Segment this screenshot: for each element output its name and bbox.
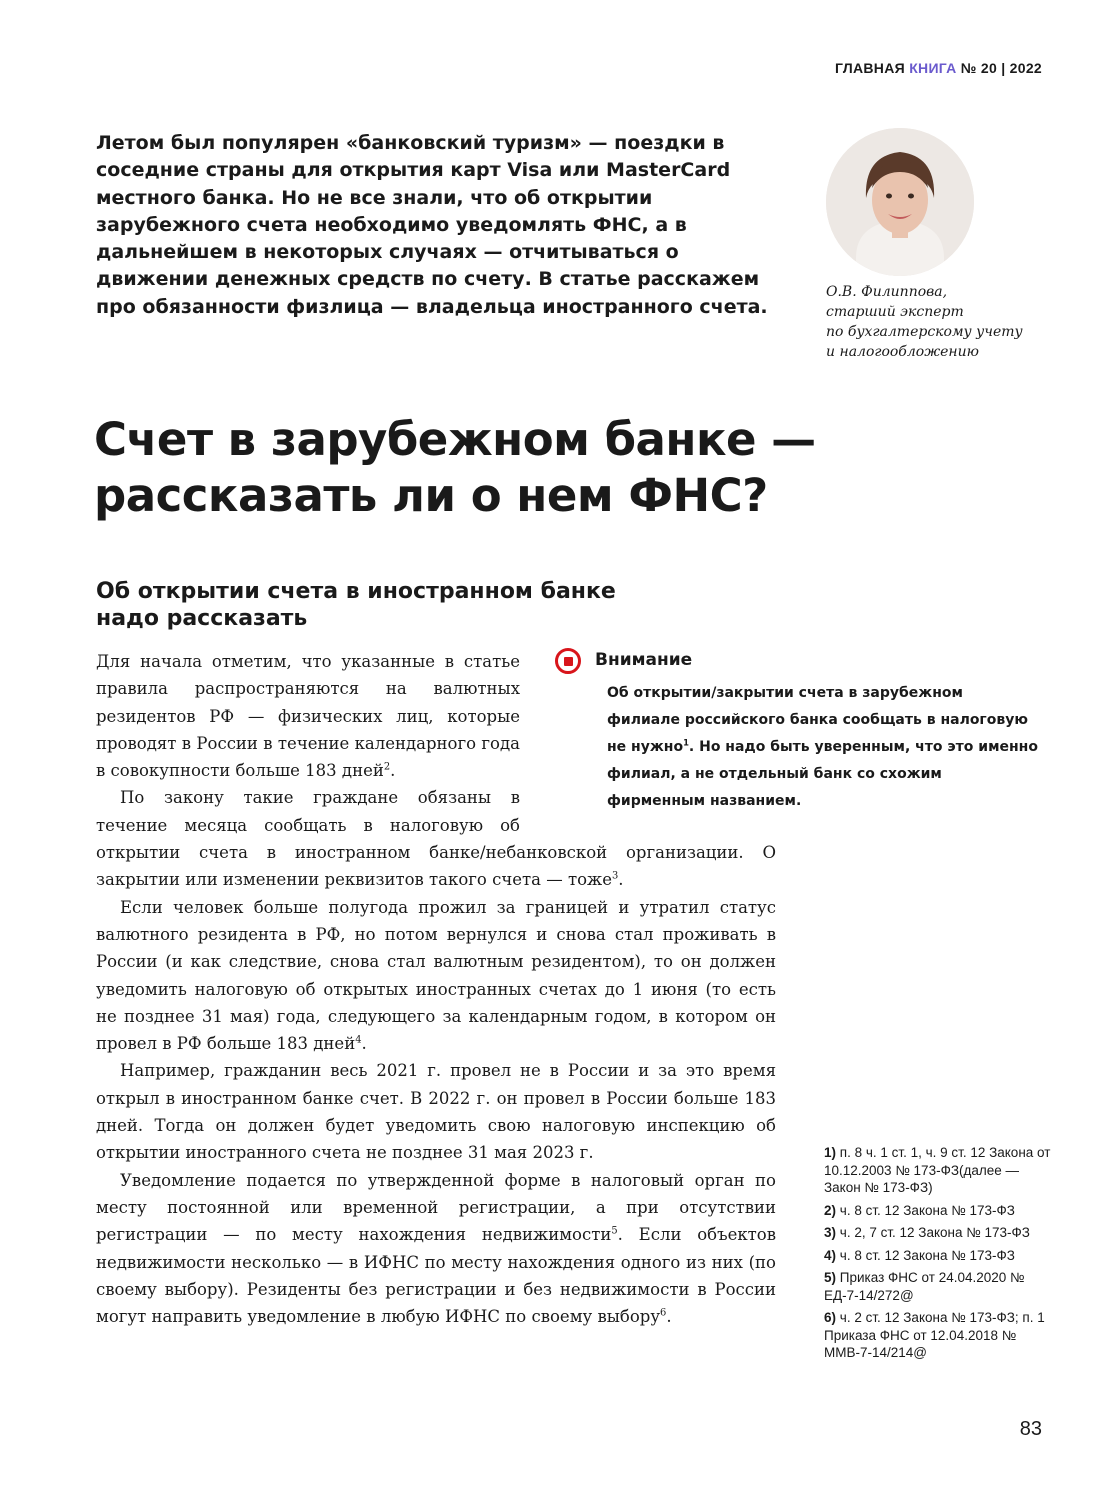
paragraph-text: . Если объектов недвижимости несколько — в ИФНС по месту нахождения одного из них (по своему выбору). Резиденты без регистрации и без недвижимости в России могут направить уведомление в любую ИФНС по своему выбору — [96, 1225, 777, 1327]
footnote-ref: 5 — [611, 1225, 618, 1237]
paragraph: Например, гражданин весь 2021 г. провел не в России и за это время открыл в иностранном банке счет. В 2022 г. он провел в России больше 183 дней. Тогда он должен будет уведомить свою налоговую инспекцию об открытии иностранного счета не позднее 31 мая 2023 г. — [96, 1061, 776, 1163]
footnote-text: п. 8 ч. 1 ст. 1, ч. 9 ст. 12 Закона от 10.12.2003 № 173-ФЗ(далее — Закон № 173-ФЗ) — [824, 1145, 1051, 1195]
footnote-ref: 2 — [383, 761, 391, 773]
author-photo — [826, 128, 974, 276]
author-name: О.В. Филиппова, — [826, 284, 948, 300]
footnote-text: ч. 8 ст. 12 Закона № 173-ФЗ — [839, 1247, 1015, 1263]
paragraph-end: . — [361, 1034, 367, 1054]
footnote-number: 5) — [824, 1270, 837, 1285]
footnote-text: Приказ ФНС от 24.04.2020 № ЕД-7-14/272@ — [824, 1270, 1025, 1303]
author-role-line2: по бухгалтерскому учету — [826, 324, 1023, 340]
author-role-line1: старший эксперт — [826, 304, 964, 320]
issue-number: № 20 | 2022 — [960, 60, 1042, 76]
magazine-name-accent: КНИГА — [909, 60, 957, 76]
attention-title: Внимание — [595, 650, 693, 670]
footnote-number: 6) — [824, 1310, 837, 1325]
paragraph-text: Если человек больше полугода прожил за границей и утратил статус валютного резидента в РФ, но потом вернулся и снова стал проживать в России (и как следствие, снова стал валютным резидентом), то он должен уведомить налоговую об открытых иностранных счетах до 1 июня (то есть не позднее 31 мая) года, следующего за календарным годом, в котором он провел в РФ больше 183 дней — [96, 897, 776, 1054]
footnotes — [824, 1144, 1054, 1367]
magazine-name: ГЛАВНАЯ — [834, 60, 905, 76]
footnote-number: 3) — [824, 1225, 837, 1240]
footnote-ref: 6 — [660, 1307, 667, 1319]
footnote-text: ч. 2 ст. 12 Закона № 173-ФЗ; п. 1 Приказа ФНС от 12.04.2018 № ММВ-7-14/214@ — [824, 1310, 1045, 1360]
page-number: 83 — [1019, 1418, 1042, 1440]
footnote — [824, 1144, 1054, 1197]
lead-paragraph: Летом был популярен «банковский туризм» — поездки в соседние страны для открытия карт Visa или MasterCard местного банка. Но не все знали, что об открытии зарубежного счета необходимо уведомлять ФНС, а в дальнейшем в некоторых случаях — отчитываться о движении денежных средств по счету. В статье расскажем про обязанности физлица — владельца иностранного счета. — [96, 132, 768, 318]
section-heading-line2: надо рассказать — [96, 606, 308, 631]
paragraph — [96, 894, 776, 1058]
article-title-line1: Счет в зарубежном банке — — [94, 413, 816, 466]
paragraph — [96, 1167, 776, 1331]
article-body — [96, 648, 776, 1330]
footnote-ref: 3 — [611, 870, 619, 882]
footnote — [824, 1269, 1054, 1304]
article-title-line2: рассказать ли о нем ФНС? — [94, 469, 768, 522]
footnote-ref: 4 — [355, 1034, 362, 1046]
author-role-line3: и налогообложению — [826, 344, 979, 360]
author-caption — [826, 282, 1056, 362]
footnote — [824, 1224, 1054, 1242]
footnote-number: 1) — [824, 1145, 837, 1160]
section-heading-line1: Об открытии счета в иностранном банке — [96, 579, 616, 604]
footnote — [824, 1309, 1054, 1362]
article-title — [94, 412, 994, 524]
footnote-ref: 1 — [683, 737, 689, 748]
attention-text-part2: . Но надо быть уверенным, что это именно филиал, а не отдельный банк со схожим фирменным названием. — [607, 739, 1038, 809]
section-heading — [96, 578, 696, 632]
paragraph-end: . — [618, 870, 624, 890]
footnote-number: 2) — [824, 1202, 837, 1218]
attention-text-part1: Об открытии/закрытии счета в зарубежном филиале российского банка сообщать в налоговую не нужно — [607, 685, 1028, 755]
paragraph-text: Уведомление подается по утвержденной форме в налоговый орган по месту постоянной или временной регистрации, а при отсутствии регистрации — по месту нахождения недвижимости — [96, 1170, 776, 1245]
author-portrait-icon — [826, 128, 974, 276]
footnote-text: ч. 2, 7 ст. 12 Закона № 173-ФЗ — [839, 1225, 1030, 1240]
paragraph-end: . — [666, 1307, 672, 1327]
footnote — [824, 1202, 1054, 1220]
paragraph-end: . — [390, 761, 396, 781]
footnote — [824, 1247, 1054, 1265]
running-header — [835, 60, 1042, 76]
paragraph-text: Для начала отметим, что указанные в статье правила распространяются на валютных резидентов РФ — физических лиц, которые проводят в России в течение календарного года в совокупности больше 183 дней — [96, 652, 520, 781]
paragraph-text: По закону такие граждане обязаны в течение месяца сообщать в налоговую об открытии счета в иностранном банке/небанковской организации. О закрытии или изменении реквизитов такого счета — тоже — [96, 788, 776, 890]
footnote-text: ч. 8 ст. 12 Закона № 173-ФЗ — [839, 1202, 1015, 1218]
footnote-number: 4) — [824, 1247, 837, 1263]
